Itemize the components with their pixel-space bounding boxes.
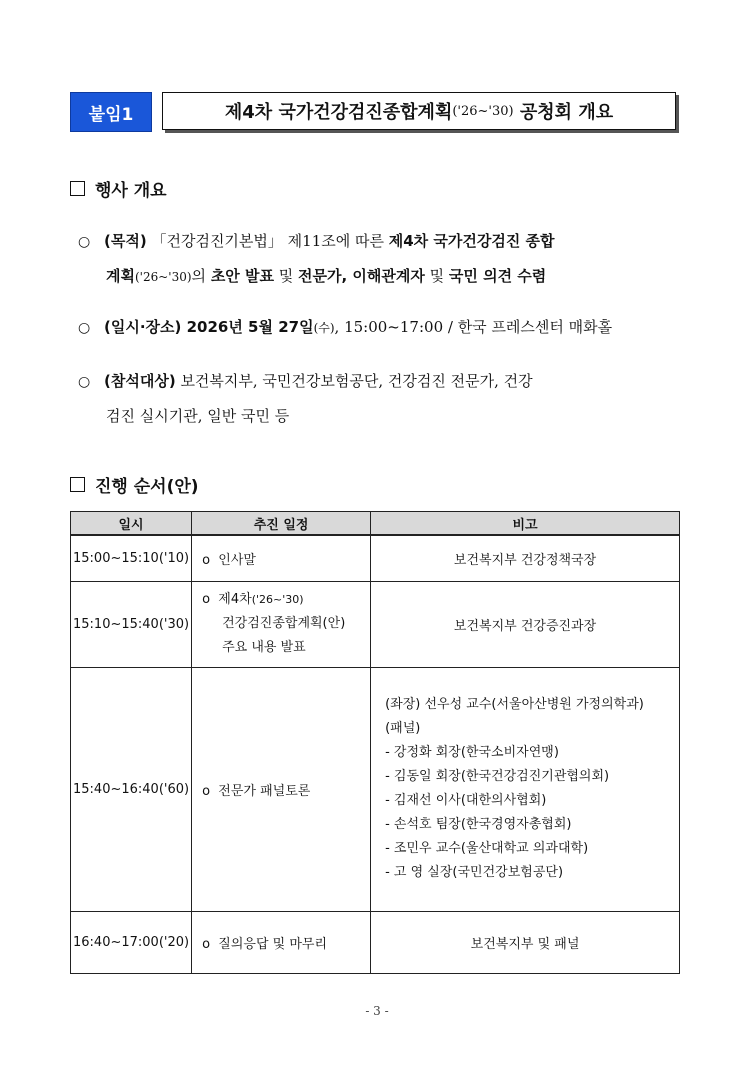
purpose-bold: 초안 발표	[210, 267, 274, 285]
section-overview-title: 행사 개요	[95, 181, 167, 201]
participants-text: 검진 실시기관, 일반 국민 등	[106, 407, 290, 425]
page-title	[162, 92, 676, 130]
row-agenda: o 질의응답 및 마무리	[192, 911, 371, 973]
datetime-rest: , 15:00~17:00 / 한국 프레스센터 매화홀	[334, 318, 613, 336]
row-note: 보건복지부 및 패널	[371, 911, 680, 973]
panel-line: - 조민우 교수(울산대학교 의과대학)	[385, 841, 589, 856]
row-agenda	[192, 581, 371, 667]
header-time: 일시	[71, 512, 192, 536]
panel-line: (좌장) 선우성 교수(서울아산병원 가정의학과)	[385, 697, 644, 712]
purpose-bold: 전문가, 이해관계자	[298, 267, 425, 285]
agenda-line: o 제4차	[202, 592, 252, 607]
purpose-label: (목적)	[104, 232, 147, 250]
row-note-panel	[371, 667, 680, 911]
circle-bullet-icon: ○	[78, 320, 91, 336]
row-time: 15:00~15:10('10)	[71, 535, 192, 581]
header-note: 비고	[371, 512, 680, 536]
title-years: ('26~'30)	[452, 103, 514, 119]
row-agenda: o 인사말	[192, 535, 371, 581]
table-header-row	[71, 512, 680, 536]
datetime-label: (일시·장소)	[104, 318, 182, 336]
attachment-badge: 붙임1	[70, 92, 152, 132]
row-time: 16:40~17:00('20)	[71, 911, 192, 973]
bullet-purpose	[78, 224, 688, 294]
panel-line: - 고 영 실장(국민건강보험공단)	[385, 865, 564, 880]
row-note: 보건복지부 건강증진과장	[371, 581, 680, 667]
panel-line: - 손석호 팀장(한국경영자총협회)	[385, 817, 572, 832]
schedule-table	[70, 511, 680, 974]
checkbox-square-icon	[70, 181, 85, 196]
header-agenda: 추진 일정	[192, 512, 371, 536]
purpose-text: 및	[274, 267, 299, 285]
section-schedule-title: 진행 순서(안)	[95, 477, 199, 497]
section-schedule-heading	[70, 472, 199, 497]
row-note: 보건복지부 건강정책국장	[371, 535, 680, 581]
table-row	[71, 667, 680, 911]
title-bar	[70, 92, 676, 132]
circle-bullet-icon: ○	[78, 374, 91, 390]
title-main: 제4차 국가건강검진종합계획	[224, 102, 453, 123]
checkbox-square-icon	[70, 477, 85, 492]
table-row	[71, 535, 680, 581]
panel-line: - 강정화 회장(한국소비자연맹)	[385, 745, 559, 760]
agenda-line: 주요 내용 발표	[222, 640, 306, 655]
purpose-bold: 국민 의견 수렴	[448, 267, 547, 285]
bullet-datetime	[78, 310, 688, 345]
agenda-years: ('26~'30)	[251, 593, 304, 606]
row-time: 15:40~16:40('60)	[71, 667, 192, 911]
purpose-years: ('26~'30)	[134, 270, 192, 284]
table-row	[71, 581, 680, 667]
row-agenda: o 전문가 패널토론	[192, 667, 371, 911]
participants-text: 보건복지부, 국민건강보험공단, 건강검진 전문가, 건강	[175, 372, 533, 390]
section-overview-heading	[70, 176, 167, 201]
datetime-weekday: (수)	[313, 321, 335, 335]
participants-label: (참석대상)	[104, 372, 176, 390]
datetime-date: 2026년 5월 27일	[181, 318, 314, 336]
purpose-text: 「건강검진기본법」 제11조에 따른	[146, 232, 389, 250]
title-tail: 공청회 개요	[513, 102, 614, 123]
page-number: - 3 -	[365, 1004, 389, 1018]
agenda-line: 건강검진종합계획(안)	[222, 616, 346, 631]
bullet-participants	[78, 364, 688, 433]
panel-line: - 김재선 이사(대한의사협회)	[385, 793, 547, 808]
purpose-text: 및	[424, 267, 449, 285]
purpose-text: 의	[191, 267, 211, 285]
row-time: 15:10~15:40('30)	[71, 581, 192, 667]
purpose-bold: 계획	[106, 267, 135, 285]
circle-bullet-icon: ○	[78, 234, 91, 250]
purpose-bold: 제4차 국가건강검진 종합	[388, 232, 555, 250]
table-row	[71, 911, 680, 973]
panel-line: (패널)	[385, 721, 421, 736]
panel-line: - 김동일 회장(한국건강검진기관협의회)	[385, 769, 610, 784]
